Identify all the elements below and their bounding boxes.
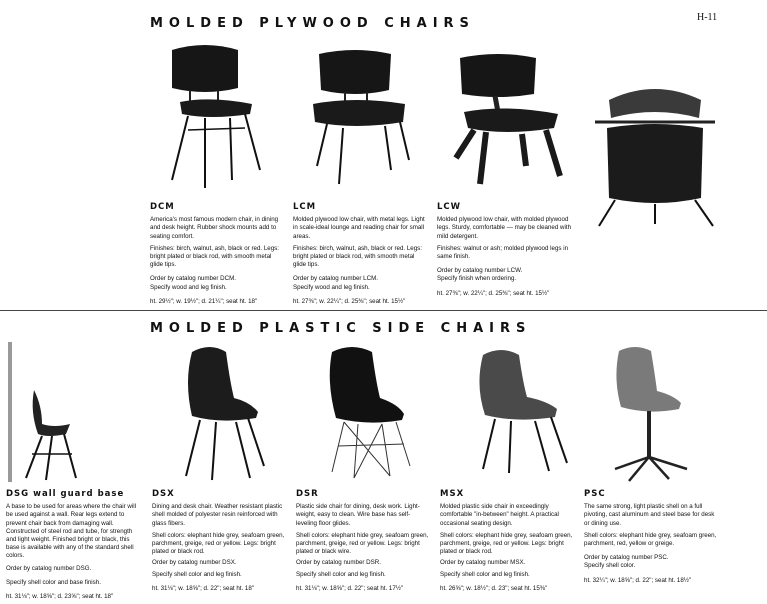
dsx-order: Order by catalog number DSX.	[152, 559, 237, 567]
psc-dimensions: ht. 32¼"; w. 18⅝"; d. 22"; seat ht. 18½"	[584, 576, 692, 584]
dcm-description: America's most famous modern chair, in dining and desk height. Rubber shock mounts add to seating comfort.	[150, 216, 279, 240]
lcw-specify: Specify finish when ordering.	[437, 275, 517, 283]
lcw-chair-photo	[450, 52, 570, 192]
dsg-code: DSG wall guard base	[6, 489, 125, 499]
dsx-description-block	[152, 490, 286, 596]
psc-chair-photo	[605, 345, 695, 485]
lcm-order: Order by catalog number LCM.	[293, 275, 378, 283]
lcm-description: Molded plywood low chair, with metal legs. Light in scale-ideal lounge and reading chair for small areas.	[293, 216, 425, 240]
msx-finishes: Shell colors: elephant hide grey, seafoam green, parchment, greige, red or yellow. Legs: bright plated or black rod.	[440, 531, 573, 556]
lcw-description: Molded plywood low chair, with molded plywood legs. Sturdy, comfortable — may be cleaned with mild detergent.	[437, 216, 572, 240]
dsx-description: Dining and desk chair. Weather resistant plastic shell molded of polyester resin reinforced with glass fibers.	[152, 503, 283, 527]
dsg-dimensions: ht. 31⅛"; w. 18⅝"; d. 23⅝"; seat ht. 18"	[6, 593, 114, 601]
psc-description-block	[584, 490, 720, 588]
msx-dimensions: ht. 26⅝"; w. 18½"; d. 23"; seat ht. 15⅜"	[440, 584, 548, 592]
msx-chair-photo	[465, 345, 575, 475]
plywood-section-title: MOLDED PLYWOOD CHAIRS	[150, 16, 475, 31]
lcm-code: LCM	[293, 202, 317, 212]
dcm-dimensions: ht. 29½"; w. 19½"; d. 21¼"; seat ht. 18"	[150, 297, 258, 305]
lcw-dimensions: ht. 27⅜"; w. 22¼"; d. 25⅜"; seat ht. 15½"	[437, 289, 550, 297]
lcw-finishes: Finishes: walnut or ash; molded plywood legs in same finish.	[437, 244, 569, 261]
dsg-description: A base to be used for areas where the chair will be used against a wall. Rear legs extend to prevent chair back from damaging wall. Constructed of steel rod and tube, for strength and light weight. Finished bright or black, this base is available with any of the standard shell colors.	[6, 503, 137, 560]
page-number: H-11	[697, 12, 718, 23]
dsx-code: DSX	[152, 489, 175, 499]
psc-order: Order by catalog number PSC.	[584, 554, 669, 562]
dsg-description-block	[6, 490, 142, 604]
psc-code: PSC	[584, 489, 606, 499]
msx-description: Molded plastic side chair in exceedingly comfortable "in-between" height. A practical occasional seating design.	[440, 503, 559, 527]
dsr-finishes: Shell colors: elephant hide grey, seafoam green, parchment, greige, red or yellow. Legs: bright plated or black wire.	[296, 531, 429, 556]
lcm-description-block	[293, 203, 427, 309]
lcm-finishes: Finishes: birch, walnut, ash, black or red. Legs: bright plated or black rod, with smooth metal glide tips.	[293, 244, 422, 269]
dsr-description-block	[296, 490, 430, 596]
dcm-order: Order by catalog number DCM.	[150, 275, 236, 283]
msx-order: Order by catalog number MSX.	[440, 559, 526, 567]
dsr-chair-photo	[318, 342, 418, 482]
dsr-dimensions: ht. 31⅛"; w. 18⅝"; d. 22"; seat ht. 17½"	[296, 584, 404, 592]
dsg-chair-photo	[8, 342, 88, 482]
lcm-dimensions: ht. 27⅜"; w. 22¼"; d. 25⅜"; seat ht. 15½"	[293, 297, 406, 305]
psc-description: The same strong, light plastic shell on a full pivoting, cast aluminum and steel base for desk or dining use.	[584, 503, 715, 527]
lcw-order: Order by catalog number LCW.	[437, 267, 523, 275]
dsx-dimensions: ht. 31⅛"; w. 18⅝"; d. 22"; seat ht. 18"	[152, 584, 255, 592]
dsr-order: Order by catalog number DSR.	[296, 559, 381, 567]
dsr-specify: Specify shell color and leg finish.	[296, 570, 386, 578]
dcm-description-block	[150, 203, 283, 309]
dsx-chair-photo	[170, 342, 270, 482]
dcm-specify: Specify wood and leg finish.	[150, 283, 227, 291]
msx-code: MSX	[440, 489, 465, 499]
dcm-chair-photo	[160, 40, 270, 190]
dcm-code: DCM	[150, 202, 175, 212]
msx-specify: Specify shell color and leg finish.	[440, 570, 530, 578]
lcw-code: LCW	[437, 202, 462, 212]
lcm-specify: Specify wood and leg finish.	[293, 283, 370, 291]
chair-back-rear-photo	[585, 80, 725, 230]
msx-description-block	[440, 490, 576, 596]
plastic-section-title: MOLDED PLASTIC SIDE CHAIRS	[150, 321, 532, 336]
dsg-order: Order by catalog number DSG.	[6, 564, 92, 572]
dsx-finishes: Shell colors: elephant hide grey, seafoam green, parchment, greige, red or yellow. Legs: bright plated or black rod.	[152, 531, 285, 556]
section-divider	[0, 310, 767, 311]
lcm-chair-photo	[305, 48, 415, 188]
lcw-description-block	[437, 203, 572, 301]
dsr-code: DSR	[296, 489, 319, 499]
dcm-finishes: Finishes: birch, walnut, ash, black or red. Legs: bright plated or black rod, with smooth metal glide tips.	[150, 244, 279, 269]
dsx-specify: Specify shell color and leg finish.	[152, 570, 242, 578]
psc-specify: Specify shell color.	[584, 562, 636, 570]
dsr-description: Plastic side chair for dining, desk work. Light-weight, easy to clean. Wire base has self-leveling floor glides.	[296, 503, 420, 527]
dsg-specify: Specify shell color and base finish.	[6, 578, 101, 586]
psc-finishes: Shell colors: elephant hide grey, seafoam green, parchment, red, yellow or greige.	[584, 531, 717, 548]
